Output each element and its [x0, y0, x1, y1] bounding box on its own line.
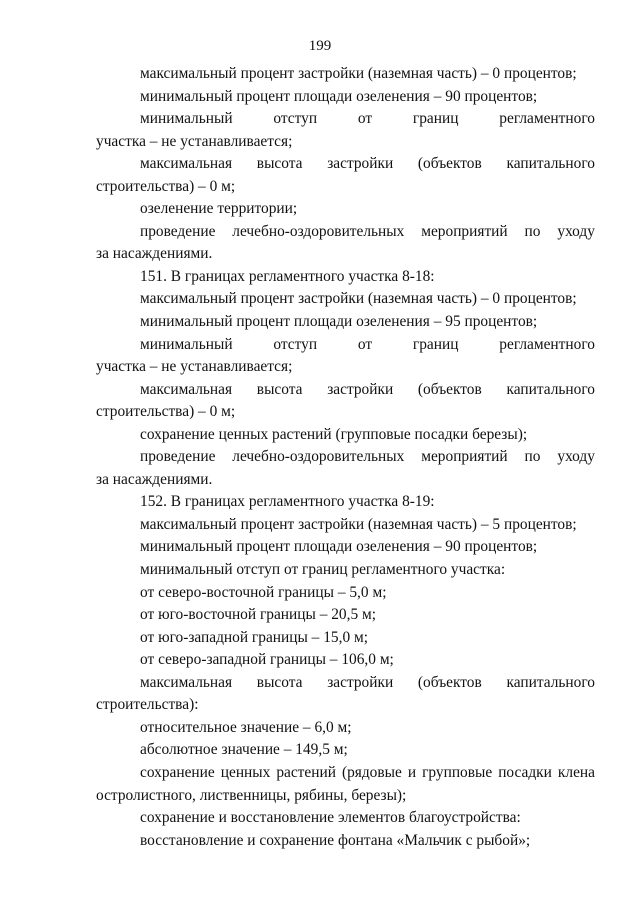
text-line: сохранение и восстановление элементов благоустройства:	[140, 809, 521, 827]
word: посадки	[498, 763, 552, 781]
text-line: 151. В границах регламентного участка 8-18:	[140, 267, 435, 285]
text-line: абсолютное значение – 149,5 м;	[140, 741, 348, 759]
word: застройки	[327, 155, 394, 173]
word: высота	[256, 673, 303, 691]
text-line: от северо-западной границы – 106,0 м;	[140, 651, 394, 669]
text-line: относительное значение – 6,0 м;	[140, 718, 352, 736]
text-line: минимальный процент площади озеленения – 90 процентов;	[140, 538, 538, 556]
text-line: максимальный процент застройки (наземная часть) – 0 процентов;	[140, 65, 577, 82]
text-line	[96, 334, 595, 357]
text-line: строительства) – 0 м;	[96, 177, 236, 195]
text-line: участка – не устанавливается;	[96, 358, 293, 376]
text-line: максимальный процент застройки (наземная часть) – 0 процентов;	[140, 290, 577, 308]
text-line: от северо-восточной границы – 5,0 м;	[140, 583, 387, 601]
word: регламентного	[499, 110, 595, 128]
word: мероприятий	[421, 222, 508, 240]
word: от	[357, 335, 373, 353]
text-line: от юго-западной границы – 15,0 м;	[140, 628, 369, 646]
text-line	[96, 762, 595, 785]
word: уходу	[557, 222, 595, 240]
word: границ	[412, 110, 459, 128]
word: максимальная	[140, 673, 233, 691]
word: капитального	[506, 380, 595, 398]
word: групповые	[422, 763, 493, 781]
word: и	[407, 763, 417, 781]
text-line: участка – не устанавливается;	[96, 132, 293, 150]
word: (рядовые	[341, 763, 402, 781]
word: капитального	[506, 155, 595, 173]
word: минимальный	[140, 110, 233, 128]
text-line: сохранение ценных растений (групповые посадки березы);	[140, 425, 528, 443]
word: сохранение	[140, 763, 215, 781]
word: лечебно-оздоровительных	[232, 448, 405, 466]
text-line: от юго-восточной границы – 20,5 м;	[140, 606, 377, 624]
word: мероприятий	[421, 448, 508, 466]
word: высота	[256, 380, 303, 398]
word: капитального	[506, 673, 595, 691]
word: растений	[276, 763, 336, 781]
text-line	[96, 221, 595, 244]
document-body	[96, 63, 595, 852]
word: лечебно-оздоровительных	[232, 222, 405, 240]
word: клена	[557, 763, 595, 781]
text-line	[96, 446, 595, 469]
text-line: остролистного, лиственницы, рябины, березы);	[96, 786, 407, 804]
text-line: минимальный отступ от границ регламентного участка:	[140, 561, 506, 579]
word: границ	[412, 335, 459, 353]
word: проведение	[140, 448, 216, 466]
word: по	[524, 222, 541, 240]
word: (объектов	[417, 155, 482, 173]
word: максимальная	[140, 380, 233, 398]
word: регламентного	[499, 335, 595, 353]
word: уходу	[557, 448, 595, 466]
text-line: максимальный процент застройки (наземная часть) – 5 процентов;	[140, 515, 577, 533]
text-line: за насаждениями.	[96, 245, 213, 263]
text-line: минимальный процент площади озеленения – 95 процентов;	[140, 313, 538, 331]
word: застройки	[327, 380, 394, 398]
word: отступ	[273, 110, 318, 128]
word: высота	[256, 155, 303, 173]
word: проведение	[140, 222, 216, 240]
text-line: 152. В границах регламентного участка 8-19:	[140, 493, 435, 511]
word: (объектов	[417, 380, 482, 398]
text-line	[96, 153, 595, 176]
word: ценных	[220, 763, 271, 781]
text-line	[96, 379, 595, 402]
text-line: озеленение территории;	[140, 200, 298, 218]
text-line	[96, 108, 595, 131]
text-line: за насаждениями.	[96, 470, 213, 488]
text-line: минимальный процент площади озеленения – 90 процентов;	[140, 87, 538, 105]
word: от	[357, 110, 373, 128]
word: (объектов	[417, 673, 482, 691]
word: минимальный	[140, 335, 233, 353]
text-line	[96, 672, 595, 695]
text-line: восстановление и сохранение фонтана «Мальчик с рыбой»;	[140, 831, 531, 849]
text-line: строительства):	[96, 696, 199, 714]
page-number: 199	[308, 38, 332, 54]
word: по	[524, 448, 541, 466]
word: застройки	[327, 673, 394, 691]
word: отступ	[273, 335, 318, 353]
word: максимальная	[140, 155, 233, 173]
text-line: строительства) – 0 м;	[96, 403, 236, 421]
